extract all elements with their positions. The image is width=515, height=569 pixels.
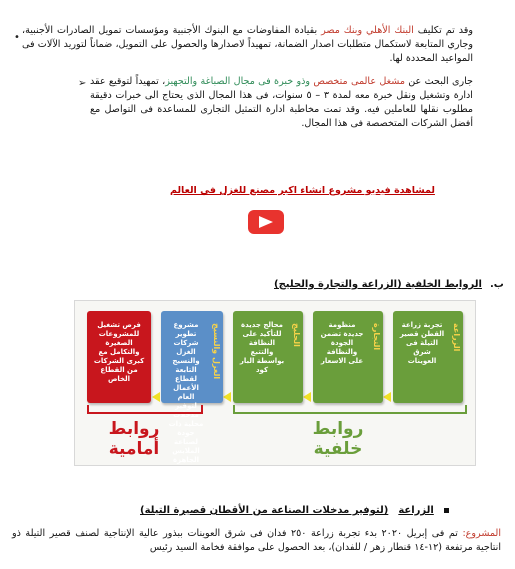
box-ginning <box>233 311 303 403</box>
text: وقد تم تكليف <box>413 25 473 36</box>
agriculture-label: الزراعة <box>398 505 434 516</box>
arrow-bullet-icon: ➢ <box>78 78 87 89</box>
forward-brace <box>87 405 203 414</box>
play-icon <box>259 216 273 228</box>
box-agriculture <box>393 311 463 403</box>
box-tag: الزراعة <box>452 323 461 352</box>
box-text: مشروع تطوير شركات الغزل والنسيج التابعة لقطاع الأعمال العام لتوفير مدخلات محلية ذات جودة لصناعة الملابس الجاهزة <box>168 321 204 464</box>
box-text: تجربة زراعة القطن قصير التيلة فى شرق العوينات <box>399 321 445 365</box>
backward-linkages-label: روابط خلفية <box>312 419 364 459</box>
paragraph-financing <box>22 24 473 66</box>
box-tag: الغزل والنسيج <box>212 323 221 380</box>
section-title: الروابط الخلفية (الزراعة والتجارة والحليج) <box>274 279 482 290</box>
box-tag: التجارة <box>372 323 381 351</box>
agriculture-heading <box>140 505 449 516</box>
linkages-diagram <box>74 300 476 466</box>
project-lead: المشروع: <box>462 528 502 539</box>
highlight-banks: البنك الأهلي وبنك مصر <box>321 25 414 36</box>
text: بقيادة المفاوضات مع البنوك الأجنبية ومؤسسات تمويل الصادرات الأجنبية، وجاري المتابعة لاستكمال متطلبات اصدار الضمانة، تمهيداً لاصدارها والحصول على التمويل، ضماناً لتوريد الآلات فى المواعيد المحددة لها. <box>22 25 473 64</box>
arrow-icon <box>152 392 160 402</box>
bullet-icon: • <box>14 32 20 43</box>
backward-brace <box>233 405 467 414</box>
text: تم فى إبريل ٢٠٢٠ بدء تجربة زراعة ٢٥٠ فدان فى شرق العوينات ببذور عالية الإنتاجية لصنف قصير التيلة ذو انتاجية مرتفعة (١٢-١٤ قنطار زهر / للفدان)، بعد الحصول على موافقة فخامة السيد رئيس <box>12 528 501 553</box>
agriculture-title: (لتوفير مدخلات الصناعة من الأقطان قصيرة التيلة) <box>140 505 389 516</box>
box-trade <box>313 311 383 403</box>
section-heading <box>274 279 504 290</box>
box-tag: الحليج <box>292 323 301 347</box>
box-text: منظومة جديدة تضمن الجودة والنظافة على الاسعار <box>320 321 364 365</box>
text: جارى البحث عن <box>404 76 473 87</box>
play-button[interactable] <box>248 210 284 234</box>
section-letter: ب. <box>489 279 504 290</box>
text: ، تمهيداً لتوقيع عقد ادارة وتشغيل ونقل خبرة معه لمدة ٣ – ٥ سنوات، فى هذا المجال الذى يحتاج الى خبرات دقيقة مطلوب نقلها للعاملين فيه. وقد تمت مخاطبة ادارة التمثيل التجارى للمساعدة فى التواصل مع أفضل الشركات المتخصصة فى هذا المجال. <box>90 76 473 129</box>
arrow-icon <box>223 392 231 402</box>
arrow-icon <box>303 392 311 402</box>
square-bullet-icon <box>444 508 449 513</box>
paragraph-operator <box>90 75 473 131</box>
highlight-dyeing: وذو خبرة فى مجال الصباغة والتجهيز <box>165 76 311 87</box>
box-text: فرص تشغيل للمشروعات الصغيرة والتكامل مع كبرى الشركات من القطاع الخاص <box>93 321 145 383</box>
paragraph-project <box>12 527 501 555</box>
video-link[interactable]: لمشاهدة فيديو مشروع انشاء اكبر مصنع للغزل في العالم <box>170 185 435 196</box>
box-spinning <box>161 311 223 464</box>
box-text: محالج جديدة للتأكيد على النظافة والتتبع بواسطة البار كود <box>239 321 285 374</box>
arrow-icon <box>383 392 391 402</box>
highlight-operator: مشغل عالمى متخصص <box>313 76 405 87</box>
forward-linkages-label: روابط أمامية <box>108 419 160 459</box>
box-jobs <box>87 311 151 403</box>
